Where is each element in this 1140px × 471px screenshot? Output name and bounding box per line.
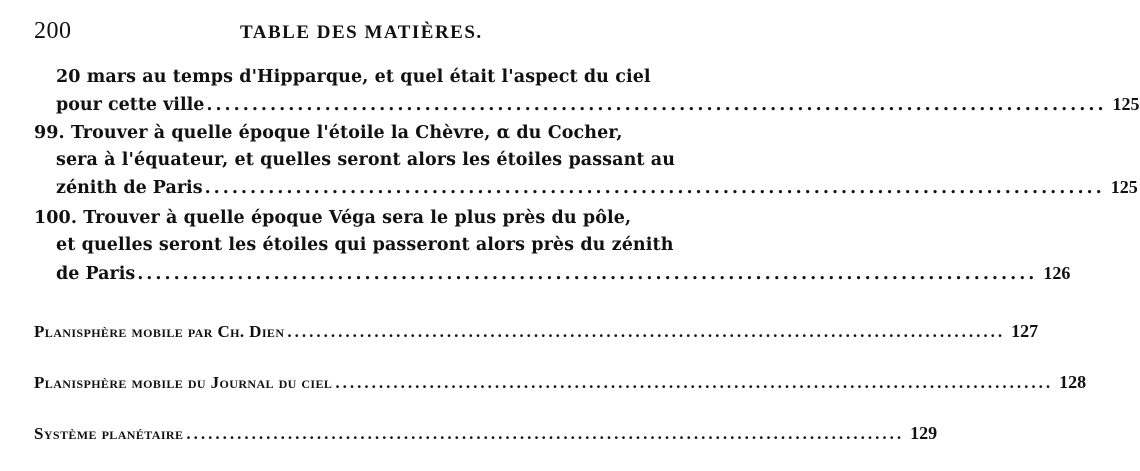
entry-1-text-end: pour cette ville [56, 95, 205, 115]
section-planisphere-journal [34, 369, 1087, 396]
section-leader-dots: ................................................................................................... [287, 322, 1006, 341]
entry-1-line-1: 20 mars au temps d'Hipparque, et quel était l'aspect du ciel [56, 67, 651, 87]
page-header [0, 18, 703, 48]
entry-99-line-3 [56, 174, 1138, 201]
section-page: 129 [910, 423, 938, 443]
section-page: 127 [1011, 321, 1039, 341]
entry-100-text-end: de Paris [56, 264, 136, 284]
section-title: Système planétaire [34, 424, 184, 443]
entry-99-leader-dots: ................................................................................................... [204, 178, 1105, 198]
section-title: Planisphère mobile par Ch. Dien [34, 322, 285, 341]
entry-1-line-2 [56, 91, 1140, 118]
entry-100-page: 126 [1043, 263, 1071, 283]
section-systeme-planetaire [34, 420, 938, 447]
entry-99-page: 125 [1110, 177, 1138, 197]
entry-99-text-end: zénith de Paris [56, 178, 203, 198]
entry-1-leader-dots: ................................................................................................... [206, 95, 1107, 115]
section-leader-dots: ................................................................................................... [186, 424, 905, 443]
section-title: Planisphère mobile du Journal du ciel [34, 373, 333, 392]
entry-99-line-2: sera à l'équateur, et quelles seront alors les étoiles passant au [56, 150, 676, 170]
entry-100-line-3 [56, 260, 1071, 287]
section-planisphere-dien [34, 318, 1039, 345]
page-number: 200 [34, 18, 72, 44]
entry-99-line-1: 99. Trouver à quelle époque l'étoile la Chèvre, α du Cocher, [34, 123, 623, 143]
section-page: 128 [1059, 372, 1087, 392]
running-title: TABLE DES MATIÈRES. [240, 22, 483, 43]
entry-1-page: 125 [1112, 94, 1140, 114]
entry-100-leader-dots: ................................................................................................... [137, 264, 1038, 284]
entry-100-line-1: 100. Trouver à quelle époque Véga sera le plus près du pôle, [34, 208, 632, 228]
entry-100-line-2: et quelles seront les étoiles qui passeront alors près du zénith [56, 235, 674, 255]
section-leader-dots: ................................................................................................... [335, 373, 1054, 392]
